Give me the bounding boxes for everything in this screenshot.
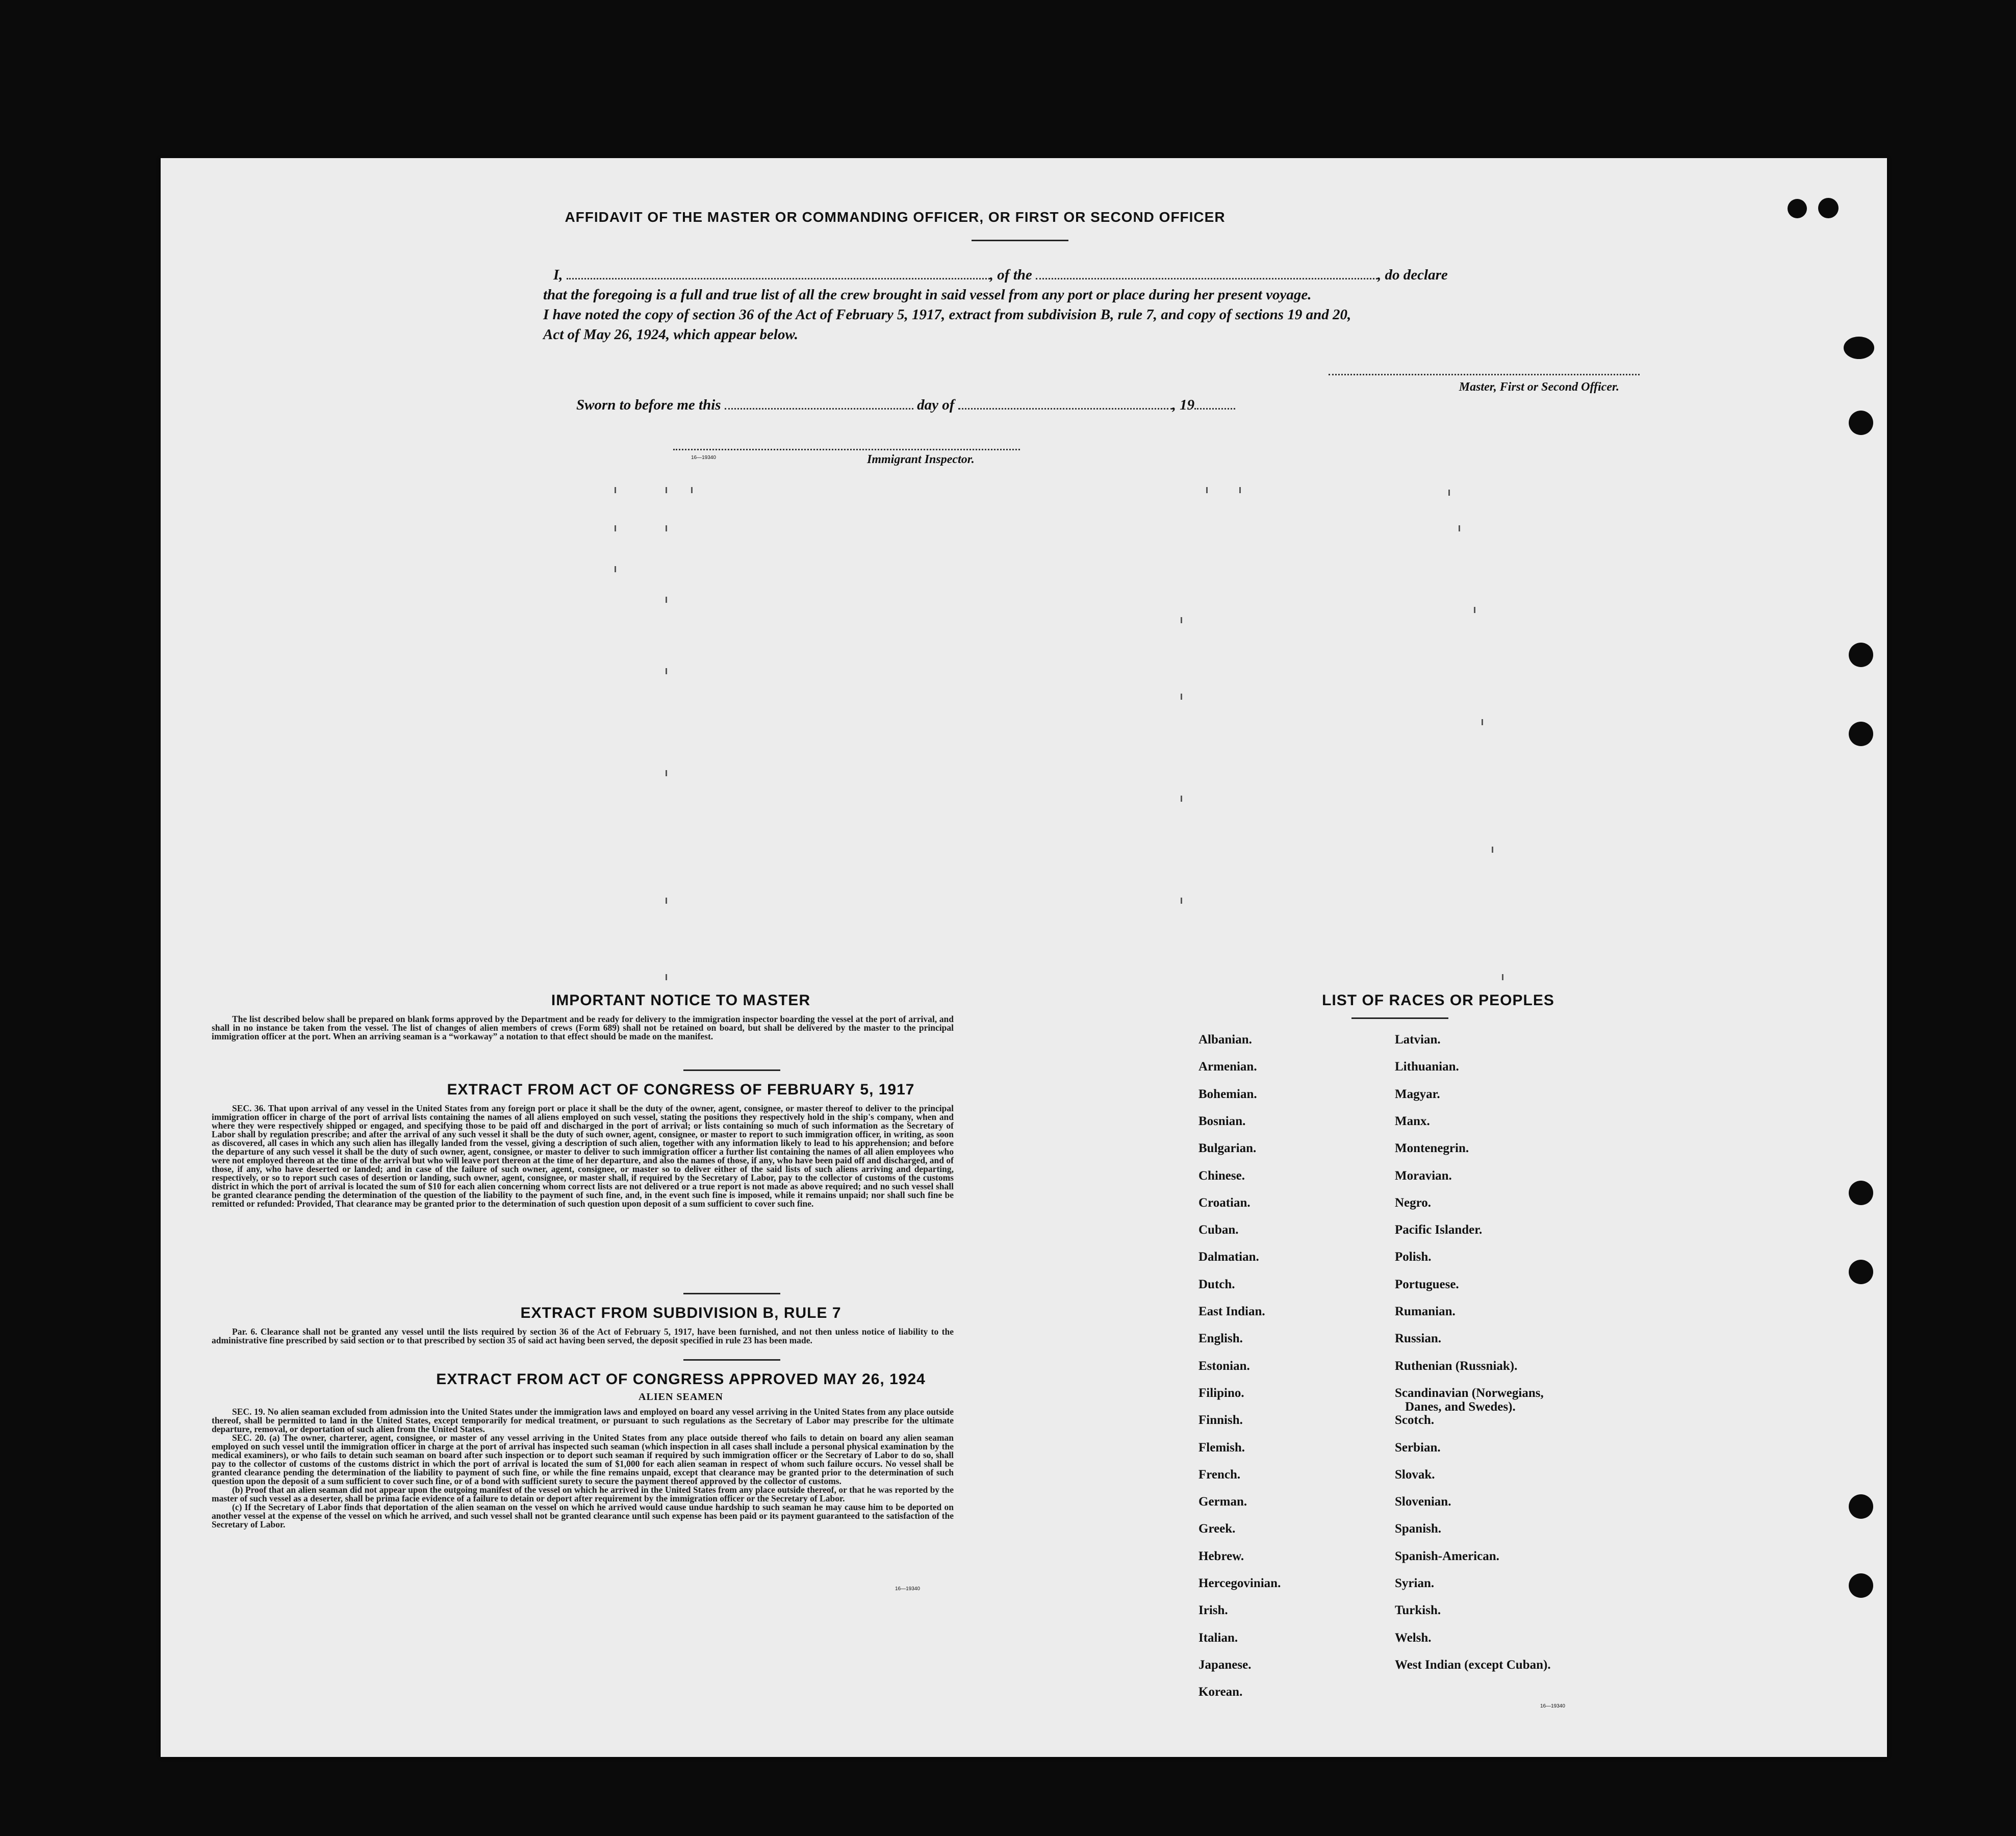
race-item: Slovak. <box>1395 1467 1435 1482</box>
race-item: Portuguese. <box>1395 1277 1459 1291</box>
affidavit-of-the: , of the <box>989 267 1032 283</box>
form-code: 16—19340 <box>895 1586 920 1592</box>
notice-title: IMPORTANT NOTICE TO MASTER <box>551 992 811 1009</box>
bleed-mark <box>666 668 667 674</box>
race-item: Japanese. <box>1198 1658 1252 1672</box>
race-item: Hebrew. <box>1198 1549 1244 1563</box>
bleed-mark <box>1448 490 1450 496</box>
bleed-mark <box>1502 974 1503 980</box>
bleed-mark <box>1459 525 1460 531</box>
race-item: Pacific Islander. <box>1395 1223 1483 1237</box>
bleed-mark <box>1474 607 1475 613</box>
race-item: Moravian. <box>1395 1168 1452 1183</box>
affidavit-line-1 <box>543 265 1665 285</box>
form-code: 16—19340 <box>691 455 716 461</box>
race-item: Negro. <box>1395 1195 1432 1210</box>
race-item: Montenegrin. <box>1395 1141 1469 1156</box>
rule7-body: Par. 6. Clearance shall not be granted any vessel until the lists required by section 36 of the Act of February 5, 1917, have been furnished, and not then unless notice of liability to the administrative fine prescribed by said section or to that prescribed by section 35 of said act having been served, the deposit specified in rule 23 has been made. <box>212 1327 954 1345</box>
race-item: Danes, and Swedes). <box>1405 1399 1516 1414</box>
affidavit-line-4: Act of May 26, 1924, which appear below. <box>543 326 798 343</box>
race-item: Syrian. <box>1395 1576 1435 1590</box>
race-item: Dutch. <box>1198 1277 1235 1291</box>
sworn-label: Sworn to before me this <box>576 397 721 413</box>
race-item: West Indian (except Cuban). <box>1395 1658 1551 1672</box>
affidavit-title: AFFIDAVIT OF THE MASTER OR COMMANDING OFFICER, OR FIRST OR SECOND OFFICER <box>565 209 1226 225</box>
affidavit-line-2: that the foregoing is a full and true list of all the crew brought in said vessel from any port or place during her present voyage. <box>543 287 1312 303</box>
bleed-mark <box>1181 898 1182 904</box>
race-item: Estonian. <box>1198 1359 1250 1373</box>
sworn-day-of: day of <box>917 397 955 413</box>
race-item: Chinese. <box>1198 1168 1245 1183</box>
race-item: Armenian. <box>1198 1060 1257 1074</box>
race-item: Russian. <box>1395 1332 1442 1346</box>
bleed-mark <box>1181 617 1182 623</box>
bleed-mark <box>691 487 693 493</box>
race-item: Bohemian. <box>1198 1087 1257 1101</box>
race-item: Cuban. <box>1198 1223 1239 1237</box>
bleed-mark <box>666 770 667 776</box>
sec20a-text: SEC. 20. (a) The owner, charterer, agent, consignee, or master of any vessel arriving in the United States from any place outside thereof who fails to detain on board any alien seaman employed on such vessel until the immigration officer in charge at the port of arrival has inspected such seaman (which inspection in all cases shall include a personal physical examination by the medical examiners), or who fails to detain such seaman on board after such inspection or to deport such seaman if required by such immigration officer or the Secretary of Labor to do so, shall pay to the collector of customs of the customs district in which the port of arrival is located the sum of $1,000 for each alien seaman in respect of whom such failure occurs. No vessel shall be granted clearance pending the determination of the liability to payment of such fine, or while the fine remains unpaid, except that clearance may be granted prior to the determination of such question upon the deposit of a sum sufficient to cover such fine, or of a bond with sufficient surety to secure the payment thereof approved by the collector of customs. <box>212 1433 954 1486</box>
race-item: Manx. <box>1395 1114 1430 1128</box>
vessel-name-field[interactable] <box>1036 268 1377 279</box>
race-item: Irish. <box>1198 1603 1228 1618</box>
race-item: Hercegovinian. <box>1198 1576 1281 1590</box>
binder-hole <box>1849 722 1873 746</box>
race-item: Croatian. <box>1198 1195 1251 1210</box>
binder-hole <box>1788 199 1807 218</box>
rule7-title: EXTRACT FROM SUBDIVISION B, RULE 7 <box>520 1305 841 1321</box>
race-item: Korean. <box>1198 1685 1243 1699</box>
race-item: Turkish. <box>1395 1603 1441 1618</box>
bleed-mark <box>615 487 616 493</box>
binder-hole <box>1844 337 1874 359</box>
race-item: Scotch. <box>1395 1413 1435 1427</box>
races-title: LIST OF RACES OR PEOPLES <box>1322 992 1554 1009</box>
race-item: Lithuanian. <box>1395 1060 1459 1074</box>
sworn-year-field[interactable] <box>1194 398 1235 410</box>
bleed-mark <box>1482 719 1483 725</box>
sec20b-text: (b) Proof that an alien seaman did not appear upon the outgoing manifest of the vessel on which he arrived in the United States from any place outside thereof, or that he was reported by the master of such vessel as a deserter, shall be prima facie evidence of a failure to detain or deport after requirement by the immigration officer or the Secretary of Labor. <box>212 1485 954 1503</box>
race-item: Spanish-American. <box>1395 1549 1499 1563</box>
race-item: Albanian. <box>1198 1033 1252 1047</box>
binder-hole <box>1818 198 1839 218</box>
bleed-mark <box>666 525 667 531</box>
race-item: Bosnian. <box>1198 1114 1246 1128</box>
notice-body: The list described below shall be prepared on blank forms approved by the Department and be ready for delivery to the immigration inspector boarding the vessel at the port of arrival, and shall in no instance be taken from the vessel. The list of changes of alien members of crews (Form 689) shall not be retained on board, but shall be delivered by the master to the principal immigration officer at the port. When an arriving seaman is a “workaway” a notation to that effect should be made on the manifest. <box>212 1014 954 1041</box>
race-item: German. <box>1198 1495 1247 1509</box>
bleed-mark <box>666 898 667 904</box>
bleed-mark <box>615 525 616 531</box>
master-signature-field[interactable] <box>1329 374 1640 375</box>
bleed-mark <box>666 597 667 603</box>
inspector-label: Immigrant Inspector. <box>867 453 975 466</box>
alien-seamen-subtitle: ALIEN SEAMEN <box>639 1391 723 1402</box>
officer-name-field[interactable] <box>567 268 990 279</box>
divider <box>683 1293 780 1294</box>
race-item: Flemish. <box>1198 1440 1245 1455</box>
race-item: Latvian. <box>1395 1033 1441 1047</box>
divider <box>972 240 1068 241</box>
binder-hole <box>1849 643 1873 667</box>
divider <box>683 1359 780 1361</box>
race-item: French. <box>1198 1467 1241 1482</box>
binder-hole <box>1849 1181 1873 1205</box>
race-item: Serbian. <box>1395 1440 1441 1455</box>
divider <box>683 1069 780 1071</box>
sworn-year-prefix: , 19 <box>1172 397 1195 413</box>
race-item: English. <box>1198 1332 1243 1346</box>
affidavit-i: I, <box>553 267 563 283</box>
race-item: Bulgarian. <box>1198 1141 1257 1156</box>
affidavit-line-3: I have noted the copy of section 36 of the Act of February 5, 1917, extract from subdivision B, rule 7, and copy of sections 19 and 20, <box>543 307 1351 323</box>
extract-1917-body: SEC. 36. That upon arrival of any vessel in the United States from any foreign port or place it shall be the duty of the owner, agent, consignee, or master thereof to deliver to the principal immigration officer in charge of the port of arrival lists containing the names of all aliens employed on such vessel, stating the positions they respectively hold in the ship's company, when and where they were respectively shipped or engaged, and specifying those to be paid off and discharged in the port of arrival; or lists containing so much of such information as the Secretary of Labor shall by regulation prescribe; and after the arrival of any such vessel it shall be the duty of such owner, agent, consignee, or master to report to such immigration officer, in writing, as soon as discovered, all cases in which any such alien has illegally landed from the vessel, giving a description of such alien, together with any information likely to lead to his apprehension; and before the departure of any such vessel it shall be the duty of such owner, agent, consignee, or master to deliver to such immigration officer a further list containing the names of all alien employees who were not employed thereon at the time of the arrival but who will leave port thereon at the time of her departure, and also the names of those, if any, who have been paid off and discharged, and of those, if any, who have deserted or landed; and in case of the failure of such owner, agent, consignee, or master so to deliver either of the said lists of such aliens arriving and departing, respectively, or so to report such cases of desertion or landing, such owner, agent, consignee, or master shall, if required by the Secretary of Labor, pay to the collector of customs of the customs district in which the port of arrival is located the sum of $10 for each alien concerning whom correct lists are not delivered or a true report is not made as above required; and no such vessel shall be granted clearance pending the determination of the question of the liability to the payment of such fine, and, in the event such fine is imposed, while it remains unpaid; nor shall such fine be remitted or refunded: Provided, That clearance may be granted prior to the determination of such question upon deposit of a sum sufficient to cover such fine. <box>212 1103 954 1209</box>
bleed-mark <box>666 974 667 980</box>
race-item: Italian. <box>1198 1630 1238 1645</box>
race-item: Finnish. <box>1198 1413 1243 1427</box>
binder-hole <box>1849 1573 1873 1598</box>
sworn-month-field[interactable] <box>958 398 1172 410</box>
bleed-mark <box>1206 487 1208 493</box>
extract-1917-title: EXTRACT FROM ACT OF CONGRESS OF FEBRUARY 5, 1917 <box>447 1081 915 1098</box>
binder-hole <box>1849 1260 1873 1284</box>
sworn-day-field[interactable] <box>725 398 913 410</box>
bleed-mark <box>666 487 667 493</box>
master-signature-label: Master, First or Second Officer. <box>1459 380 1619 394</box>
binder-hole <box>1849 1494 1873 1519</box>
race-item: Rumanian. <box>1395 1305 1456 1318</box>
race-item: Spanish. <box>1395 1522 1442 1536</box>
extract-1924-body <box>212 1408 954 1529</box>
divider <box>1351 1017 1448 1019</box>
extract-1924-title: EXTRACT FROM ACT OF CONGRESS APPROVED MAY 26, 1924 <box>436 1371 926 1388</box>
race-item: Filipino. <box>1198 1386 1244 1400</box>
race-item: Scandinavian (Norwegians, <box>1395 1386 1544 1400</box>
binder-hole <box>1849 411 1873 435</box>
form-code: 16—19340 <box>1540 1703 1565 1709</box>
sec19-text: SEC. 19. No alien seaman excluded from admission into the United States under the immigration laws and employed on board any vessel arriving in the United States from any place outside thereof, shall be permitted to land in the United States, except temporarily for medical treatment, or pursuant to such regulations as the Secretary of Labor may prescribe for the ultimate departure, removal, or deportation of such alien from the United States. <box>212 1407 954 1434</box>
race-item: Slovenian. <box>1395 1495 1451 1509</box>
sworn-line <box>576 395 1596 415</box>
race-item: Ruthenian (Russniak). <box>1395 1359 1518 1373</box>
manifest-page <box>161 158 1887 1757</box>
bleed-mark <box>1239 487 1241 493</box>
sec20c-text: (c) If the Secretary of Labor finds that deportation of the alien seaman on the vessel on which he arrived would cause undue hardship to such seaman he may cause him to be deported on another vessel at the expense of the vessel on which he arrived, and such vessel shall not be granted clearance until such expense has been paid or its payment guaranteed to the satisfaction of the Secretary of Labor. <box>212 1502 954 1529</box>
affidavit-text <box>543 265 1665 345</box>
bleed-mark <box>1181 796 1182 802</box>
race-item: Magyar. <box>1395 1087 1440 1101</box>
race-item: Welsh. <box>1395 1630 1432 1645</box>
race-item: Greek. <box>1198 1522 1236 1536</box>
bleed-mark <box>1181 694 1182 700</box>
affidavit-do-declare: , do declare <box>1377 267 1448 283</box>
bleed-mark <box>1492 847 1493 853</box>
race-item: Polish. <box>1395 1250 1432 1264</box>
race-item: Dalmatian. <box>1198 1250 1259 1264</box>
race-item: East Indian. <box>1198 1305 1265 1318</box>
bleed-mark <box>615 566 616 572</box>
